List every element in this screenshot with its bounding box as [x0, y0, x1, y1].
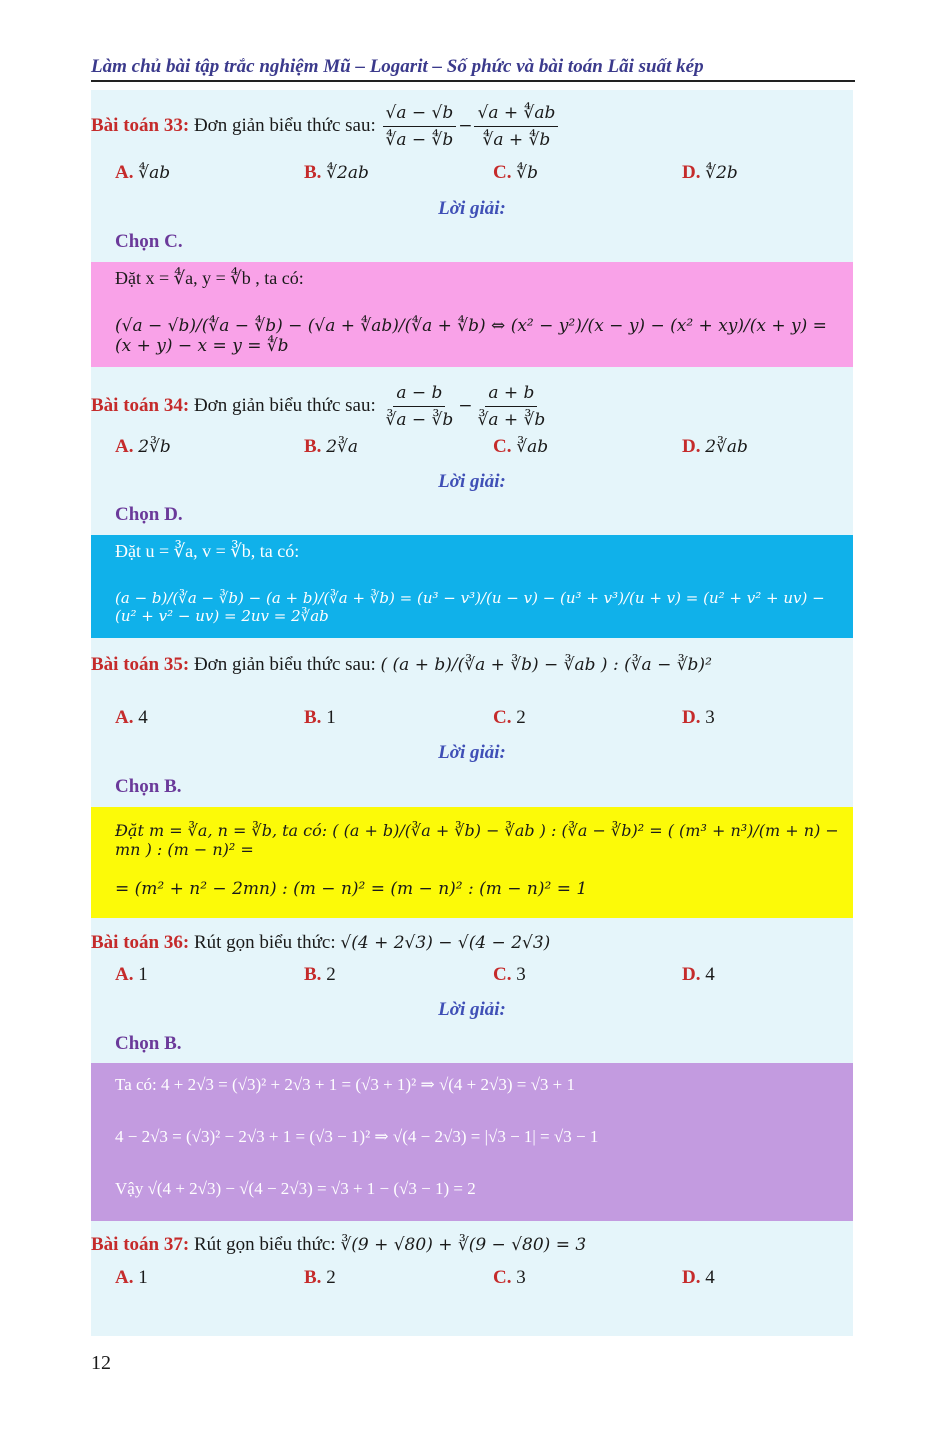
problem-expression: $\frac{√a - √b}{∜a - ∜b}$ − $\frac{√a + ∜ab}{∜a + ∜b}$ [381, 116, 561, 136]
problem-expression: ∛(9 + √80) + ∛(9 − √80) = 3 [340, 1235, 587, 1255]
problem-statement: Rút gọn biểu thức: [193, 1234, 336, 1255]
choice-d[interactable]: D. 3 [682, 707, 715, 728]
answer-choice: Chọn B. [115, 1033, 182, 1054]
choice-c[interactable]: C. 3 [493, 964, 526, 985]
problem-expression: √(4 + 2√3) − √(4 − 2√3) [340, 933, 551, 953]
problem-expression: $\frac{a - b}{∛a - ∛b}$ − $\frac{a + b}{∛a + ∛b}$ [381, 396, 551, 416]
solution-line: Đặt x = ∜a, y = ∜b , ta có: [115, 268, 304, 288]
solution-band-36 [91, 1063, 853, 1221]
choice-d[interactable]: D. 2∛ab [682, 436, 748, 457]
problem-35 [91, 652, 853, 678]
problem-statement: Rút gọn biểu thức: [193, 932, 336, 953]
choice-c[interactable]: C. ∜b [493, 162, 538, 183]
problem-label: Bài toán 35: [91, 654, 190, 675]
problem-label: Bài toán 36: [91, 932, 190, 953]
problem-expression: ( (a + b)/(∛a + ∛b) − ∛ab ) : (∛a − ∛b)² [380, 655, 712, 675]
problem-label: Bài toán 33: [91, 115, 190, 136]
solution-band-34 [91, 535, 853, 638]
solution-title: Lời giải: [438, 198, 506, 219]
choice-d[interactable]: D. ∜2b [682, 162, 738, 183]
solution-line: Vậy √(4 + 2√3) − √(4 − 2√3) = √3 + 1 − (√3 − 1) = 2 [115, 1179, 476, 1198]
answer-choice: Chọn B. [115, 776, 182, 797]
choice-a[interactable]: A. 4 [115, 707, 148, 728]
choice-b[interactable]: B. 2 [304, 964, 336, 985]
choice-a[interactable]: A. 1 [115, 964, 148, 985]
solution-line: (√a − √b)/(∜a − ∜b) − (√a + ∜ab)/(∜a + ∜b) ⇔ (x² − y²)/(x − y) − (x² + xy)/(x + y) = (x + y) − x = y = ∜b [115, 316, 827, 356]
solution-title: Lời giải: [438, 742, 506, 763]
solution-title: Lời giải: [438, 999, 506, 1020]
problem-statement: Đơn giản biểu thức sau: [193, 395, 376, 416]
header-rule [91, 80, 855, 82]
solution-title: Lời giải: [438, 471, 506, 492]
problem-label: Bài toán 37: [91, 1234, 190, 1255]
problem-statement: Đơn giản biểu thức sau: [193, 654, 376, 675]
choice-b[interactable]: B. ∜2ab [304, 162, 369, 183]
choice-a[interactable]: A. 2∛b [115, 436, 171, 457]
choice-c[interactable]: C. 3 [493, 1267, 526, 1288]
problem-33 [91, 100, 853, 153]
problem-37 [91, 1232, 853, 1258]
problem-statement: Đơn giản biểu thức sau: [193, 115, 376, 136]
page-number: 12 [91, 1352, 111, 1374]
solution-line: 4 − 2√3 = (√3)² − 2√3 + 1 = (√3 − 1)² ⇒ √(4 − 2√3) = |√3 − 1| = √3 − 1 [115, 1127, 599, 1146]
choice-a[interactable]: A. ∜ab [115, 162, 171, 183]
choice-a[interactable]: A. 1 [115, 1267, 148, 1288]
problem-label: Bài toán 34: [91, 395, 190, 416]
answer-choice: Chọn C. [115, 231, 183, 252]
choice-c[interactable]: C. 2 [493, 707, 526, 728]
choice-b[interactable]: B. 2∛a [304, 436, 358, 457]
problem-34 [91, 380, 853, 433]
solution-line: Ta có: 4 + 2√3 = (√3)² + 2√3 + 1 = (√3 + 1)² ⇒ √(4 + 2√3) = √3 + 1 [115, 1075, 576, 1094]
running-header: Làm chủ bài tập trắc nghiệm Mũ – Logarit – Số phức và bài toán Lãi suất kép [91, 56, 704, 77]
choice-c[interactable]: C. ∛ab [493, 436, 549, 457]
answer-choice: Chọn D. [115, 504, 183, 525]
solution-line: Đặt u = ∛a, v = ∛b, ta có: [115, 541, 300, 561]
choice-d[interactable]: D. 4 [682, 1267, 715, 1288]
choice-b[interactable]: B. 1 [304, 707, 336, 728]
solution-line: (a − b)/(∛a − ∛b) − (a + b)/(∛a + ∛b) = (u³ − v³)/(u − v) − (u³ + v³)/(u + v) = (u² + v² + uv) − (u² + v² − uv) = 2uv = 2∛ab [115, 589, 825, 625]
solution-band-33 [91, 262, 853, 367]
solution-line: = (m² + n² − 2mn) : (m − n)² = (m − n)² : (m − n)² = 1 [115, 879, 588, 899]
content-panel [91, 90, 853, 1336]
problem-36 [91, 930, 853, 956]
choice-b[interactable]: B. 2 [304, 1267, 336, 1288]
solution-line: Đặt m = ∛a, n = ∛b, ta có: ( (a + b)/(∛a + ∛b) − ∛ab ) : (∛a − ∛b)² = ( (m³ + n³)/(m + n) − mn ) : (m − n)² = [115, 821, 839, 859]
choice-d[interactable]: D. 4 [682, 964, 715, 985]
solution-band-35 [91, 807, 853, 918]
